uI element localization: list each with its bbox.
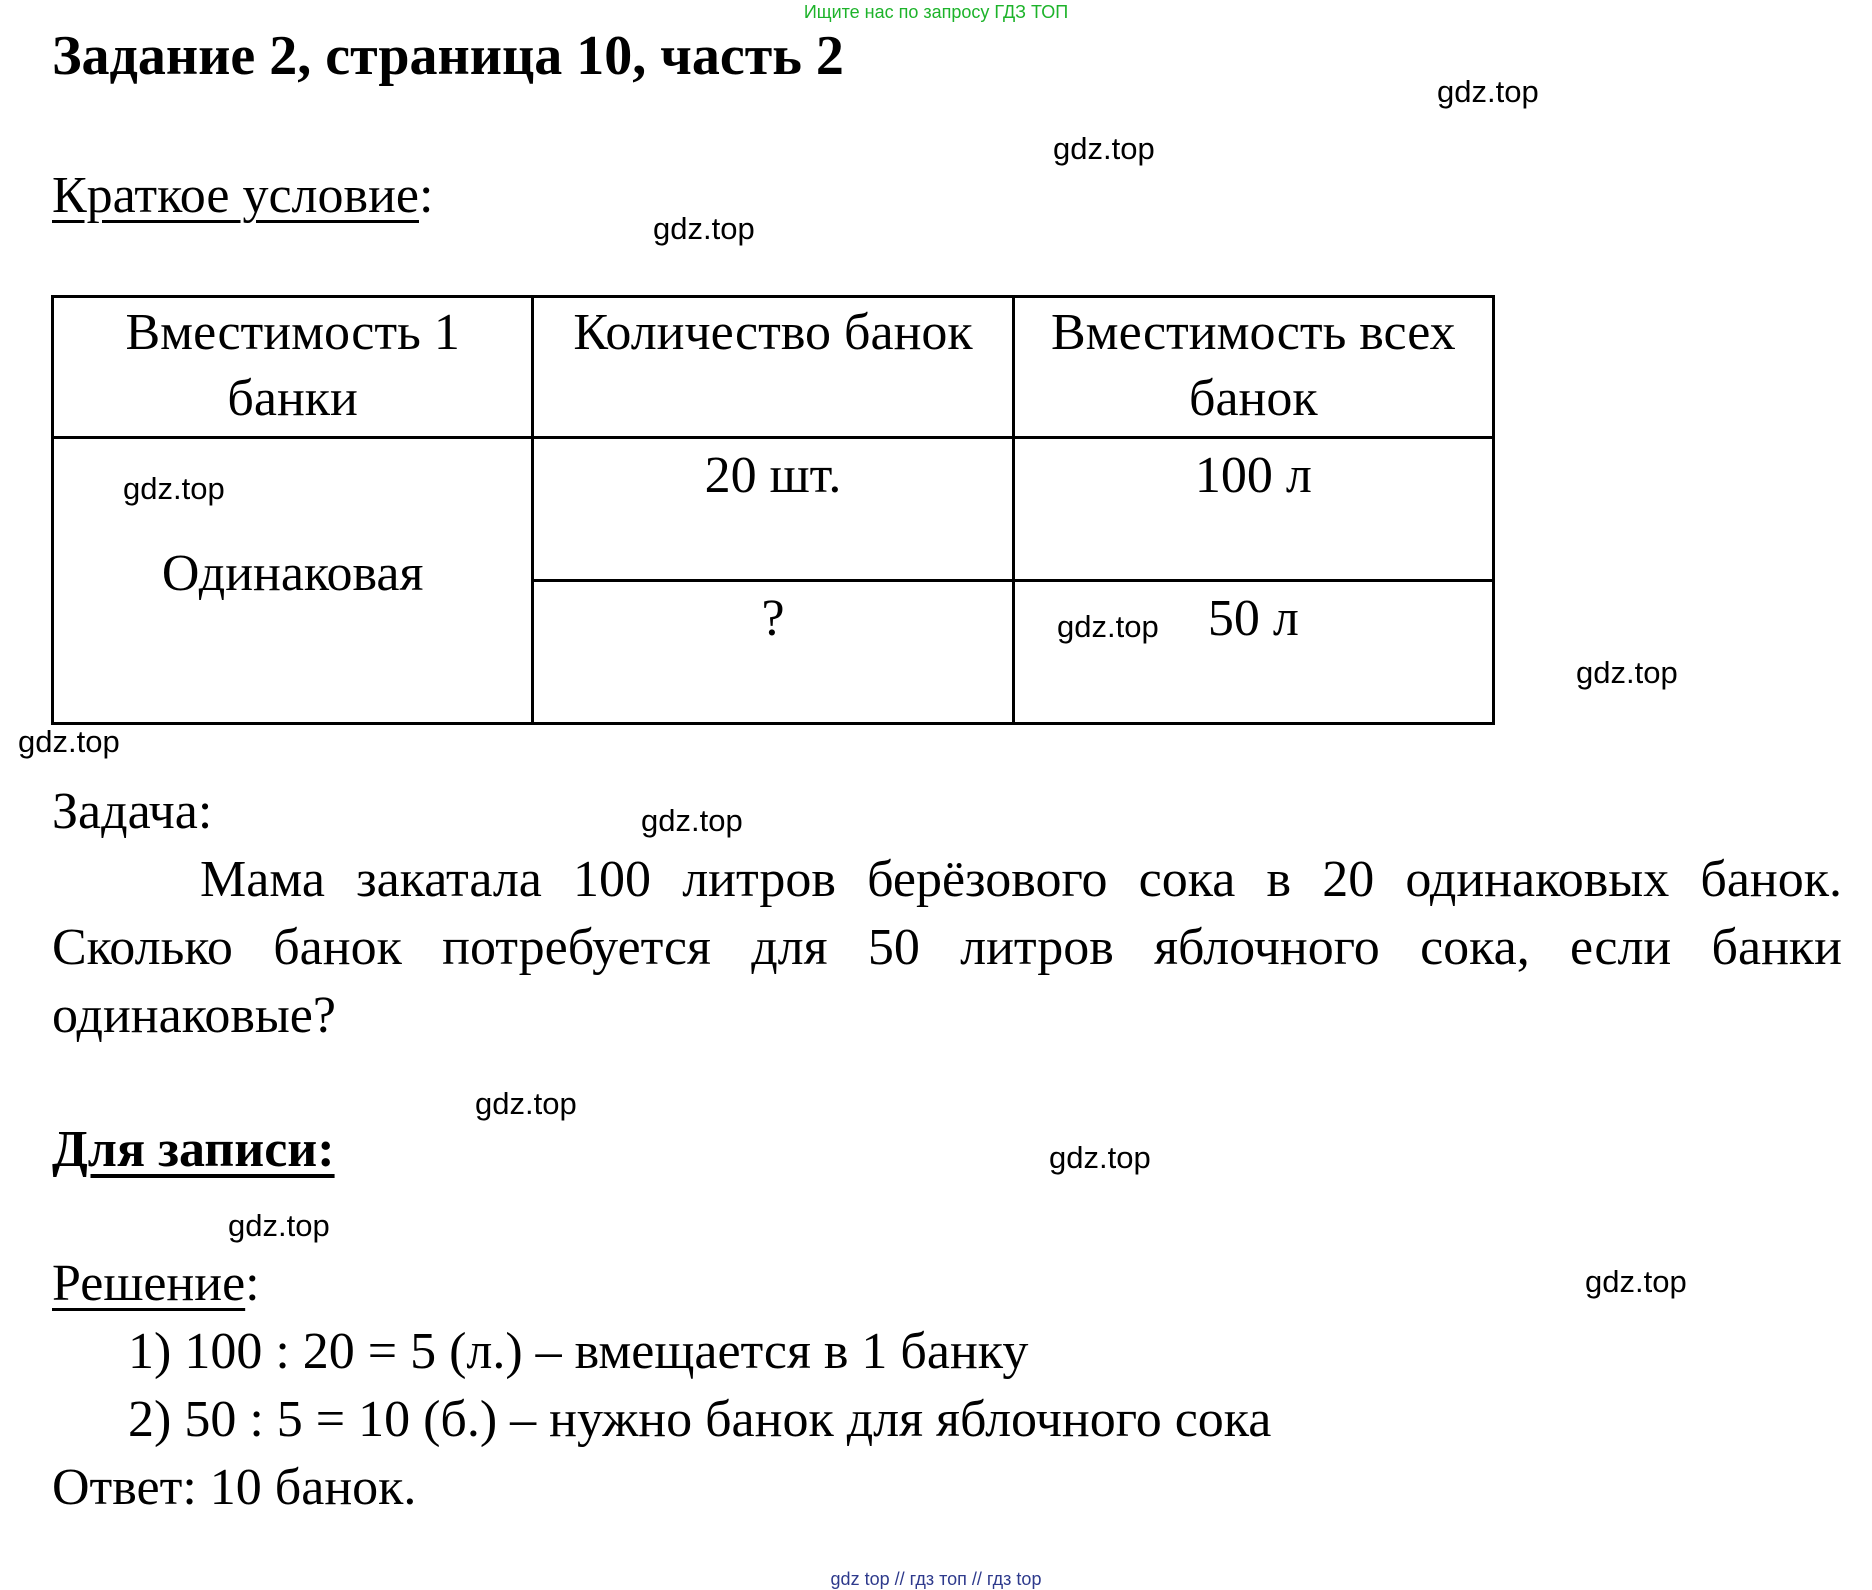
condition-table: [51, 295, 1495, 725]
top-banner[interactable]: Ищите нас по запросу ГДЗ ТОП: [803, 2, 1069, 22]
row1-total: 100 л: [1013, 438, 1493, 581]
solution-heading: [52, 1254, 260, 1313]
brief-condition-colon: :: [418, 167, 434, 224]
header-total-capacity: Вместимость всех банок: [1013, 297, 1493, 438]
solution-step-1: 1) 100 : 20 = 5 (л.) – вмещается в 1 банку: [128, 1323, 1029, 1380]
brief-condition-label: Краткое условие: [52, 167, 419, 224]
header-capacity-one-jar: Вместимость 1 банки: [53, 297, 533, 438]
brief-condition-heading: [52, 166, 433, 225]
watermark[interactable]: gdz.top: [1585, 1264, 1687, 1299]
solution-colon: :: [245, 1255, 260, 1312]
record-heading: Для записи:: [52, 1121, 335, 1178]
solution-label: Решение: [52, 1255, 246, 1312]
solution-step-2: 2) 50 : 5 = 10 (б.) – нужно банок для яблочного сока: [128, 1391, 1272, 1448]
page-title: Задание 2, страница 10, часть 2: [52, 25, 844, 87]
watermark[interactable]: gdz.top: [1053, 131, 1155, 166]
watermark[interactable]: gdz.top: [641, 803, 743, 838]
watermark[interactable]: gdz.top: [475, 1086, 577, 1121]
capacity-same-cell: Одинаковая: [53, 438, 533, 724]
header-jar-count: Количество банок: [533, 297, 1013, 438]
watermark[interactable]: gdz.top: [1049, 1140, 1151, 1175]
row1-count: 20 шт.: [533, 438, 1013, 581]
watermark[interactable]: gdz.top: [1437, 74, 1539, 109]
footer-links[interactable]: gdz top // гдз топ // гдз top: [830, 1569, 1042, 1589]
row2-count: ?: [533, 581, 1013, 724]
watermark[interactable]: gdz.top: [1057, 609, 1159, 644]
watermark[interactable]: gdz.top: [123, 471, 225, 506]
watermark[interactable]: gdz.top: [228, 1208, 330, 1243]
task-text: Мама закатала 100 литров берёзового сока в 20 одинаковых банок. Сколько банок потребуется для 50 литров яблочного сока, если банки одинаковые?: [52, 851, 1842, 1044]
answer-line: Ответ: 10 банок.: [52, 1459, 417, 1516]
table-header-row: [53, 297, 1494, 438]
watermark[interactable]: gdz.top: [18, 724, 120, 759]
row2-total: 50 л: [1013, 581, 1493, 724]
watermark[interactable]: gdz.top: [653, 211, 755, 246]
watermark[interactable]: gdz.top: [1576, 655, 1678, 690]
table-row: [53, 438, 1494, 581]
task-heading: Задача:: [52, 783, 213, 840]
task-paragraph: [52, 846, 1842, 1050]
